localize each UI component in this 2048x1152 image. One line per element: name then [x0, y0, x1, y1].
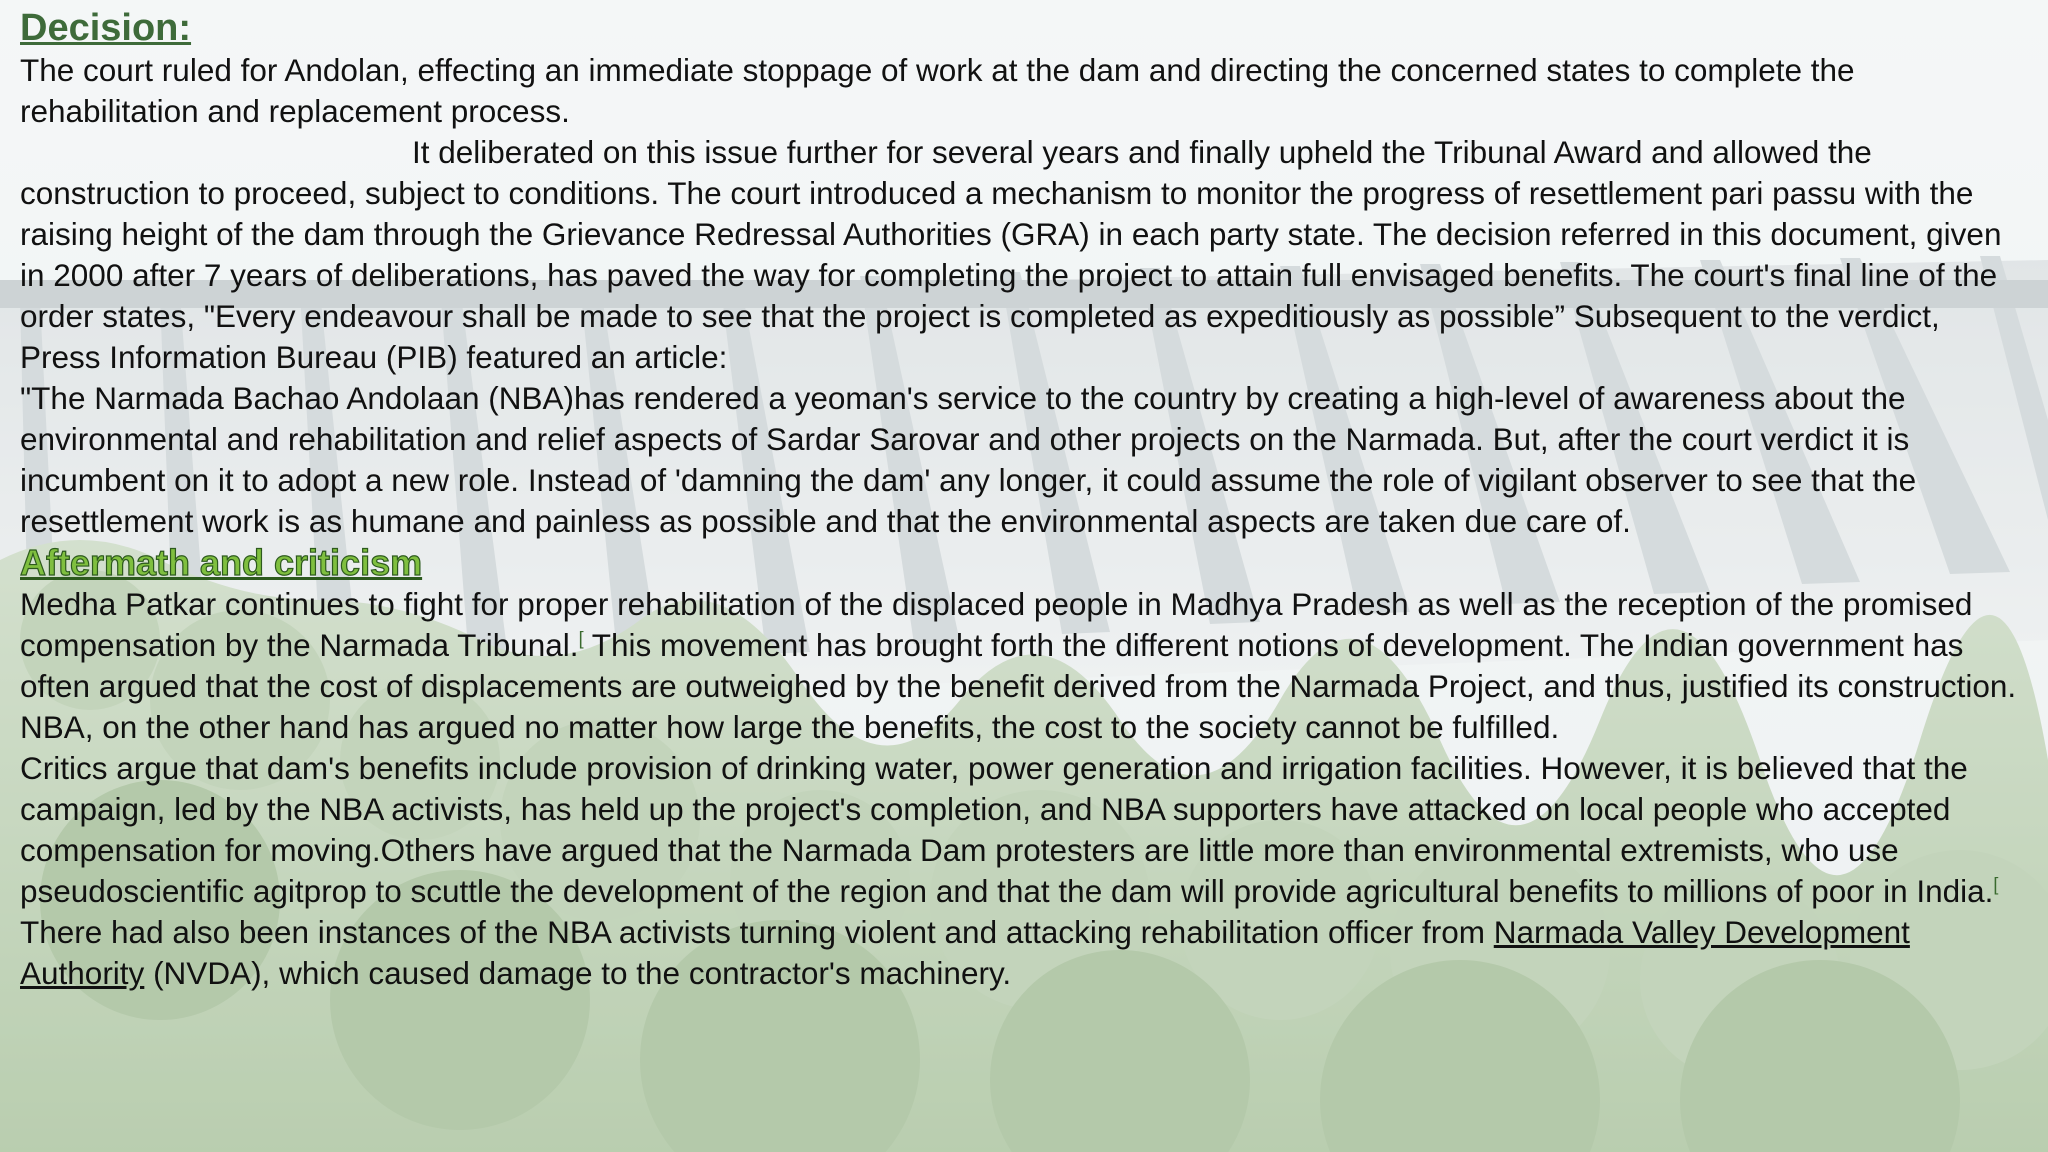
aftermath-paragraph-1-text-b: This movement has brought forth the different notions of development. The Indian government has often argued that the cost of displacements are outweighed by the benefit derived from the Narmada Project, and thus, justified its construction. NBA, on the other hand has argued no matter how large the benefits, the cost to the society cannot be fulfilled.: [20, 627, 2017, 745]
aftermath-paragraph-2-text-c: (NVDA), which caused damage to the contractor's machinery.: [144, 955, 1012, 991]
aftermath-paragraph-2: [20, 748, 2032, 994]
aftermath-heading: Aftermath and criticism: [20, 542, 423, 583]
decision-paragraph-3: Press Information Bureau (PIB) featured an article:: [20, 339, 728, 375]
aftermath-paragraph-1: [20, 584, 2032, 748]
reference-link-2[interactable]: [: [1993, 874, 1999, 895]
aftermath-paragraph-2-text-b: There had also been instances of the NBA activists turning violent and attacking rehabilitation officer from: [20, 914, 1494, 950]
decision-paragraph-4: "The Narmada Bachao Andolaan (NBA)has rendered a yeoman's service to the country by creating a high-level of awareness about the environmental and rehabilitation and relief aspects of Sardar Sarovar and other projects on the Narmada. But, after the court verdict it is incumbent on it to adopt a new role. Instead of 'damning the dam' any longer, it could assume the role of vigilant observer to see that the resettlement work is as humane and painless as possible and that the environmental aspects are taken due care of.: [20, 380, 1917, 539]
aftermath-paragraph-1-text-a: Medha Patkar continues to fight for proper rehabilitation of the displaced people in Madhya Pradesh as well as the reception of the promised compensation by the Narmada Tribunal.: [20, 586, 1973, 663]
decision-paragraph-2: [20, 132, 2032, 337]
document-body: [20, 6, 2032, 994]
decision-paragraph-2-text: It deliberated on this issue further for several years and finally upheld the Tribunal Award and allowed the construction to proceed, subject to conditions. The court introduced a mechanism to monitor the progress of resettlement pari passu with the raising height of the dam through the Grievance Redressal Authorities (GRA) in each party state. The decision referred in this document, given in 2000 after 7 years of deliberations, has paved the way for completing the project to attain full envisaged benefits. The court's final line of the order states, "Every endeavour shall be made to see that the project is completed as expeditiously as possible” Subsequent to the verdict,: [20, 134, 2002, 334]
decision-heading: Decision:: [20, 7, 192, 49]
nvda-link[interactable]: Narmada Valley Development Authority: [20, 914, 1910, 991]
aftermath-paragraph-2-text-a: Critics argue that dam's benefits include provision of drinking water, power generation and irrigation facilities. However, it is believed that the campaign, led by the NBA activists, has held up the project's completion, and NBA supporters have attacked on local people who accepted compensation for moving.Others have argued that the Narmada Dam protesters are little more than environmental extremists, who use pseudoscientific agitprop to scuttle the development of the region and that the dam will provide agricultural benefits to millions of poor in India.: [20, 750, 1994, 909]
decision-paragraph-1: The court ruled for Andolan, effecting an immediate stoppage of work at the dam and directing the concerned states to complete the rehabilitation and replacement process.: [20, 52, 1855, 129]
reference-link-1[interactable]: [: [578, 628, 584, 649]
